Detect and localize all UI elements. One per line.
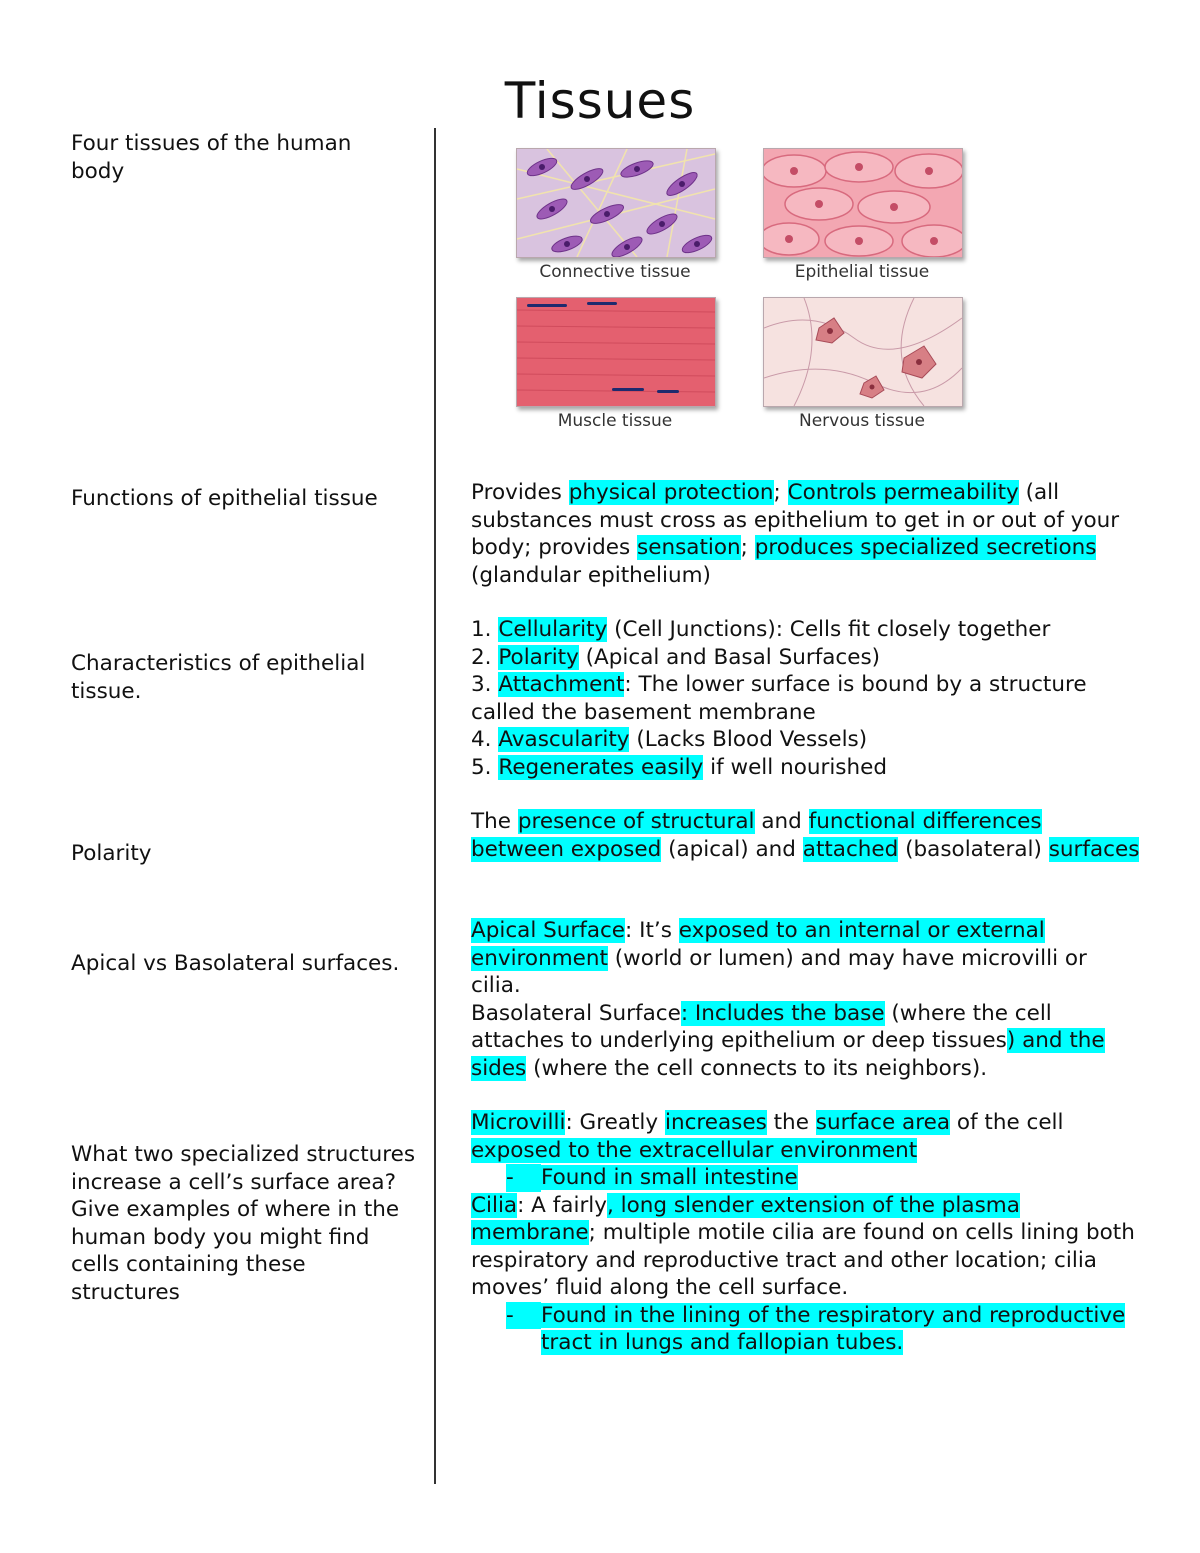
tissue-figure — [505, 135, 975, 445]
text: (apical) and — [661, 836, 803, 862]
answer-structures — [471, 1109, 1141, 1357]
highlight: presence of structural — [517, 809, 755, 834]
text: (all substances must cross as epithelium to get in or out of your body; provides — [471, 480, 1120, 560]
text: : A fairly — [517, 1192, 607, 1218]
highlight: surface area — [815, 1110, 950, 1135]
highlight: , long slender extension of the plasma membrane — [471, 1192, 1020, 1245]
text: : It’s — [625, 918, 679, 943]
text: of the cell — [950, 1110, 1064, 1135]
highlight: Found in small intestine — [541, 1165, 798, 1190]
text: : The lower surface is bound by a structure called the basement membrane — [471, 672, 1087, 725]
epithelial-tissue-image — [763, 148, 963, 258]
text: : Greatly — [565, 1110, 665, 1135]
highlight: produces specialized secretions — [754, 535, 1097, 560]
page-title: Tissues — [504, 72, 696, 130]
highlight: Microvilli — [471, 1110, 566, 1135]
answer-surfaces — [471, 917, 1141, 1082]
text: ; — [773, 480, 788, 505]
highlight: exposed to the extracellular environment — [471, 1137, 918, 1163]
bullet-dash: - — [506, 1164, 541, 1192]
highlight: sensation — [637, 535, 741, 560]
highlight: : Includes the base — [680, 1000, 885, 1026]
highlight: increases — [664, 1110, 767, 1135]
text: the — [766, 1110, 816, 1135]
text: if well nourished — [703, 754, 888, 780]
question-polarity: Polarity — [71, 841, 152, 866]
epithelial-tissue-caption: Epithelial tissue — [794, 262, 930, 282]
nervous-tissue-image — [763, 297, 963, 407]
connective-tissue-image — [516, 148, 716, 258]
text: and — [754, 809, 809, 834]
highlight: ) and the sides — [471, 1028, 1105, 1081]
text: (world or lumen) and may have microvilli or cilia. — [471, 945, 1087, 998]
item-number: 5. — [471, 754, 499, 780]
text: (Apical and Basal Surfaces) — [578, 644, 881, 670]
bullet-dash: - — [506, 1302, 541, 1330]
list-item — [471, 754, 1141, 782]
highlight: Avascularity — [498, 727, 630, 752]
item-number: 2. — [471, 644, 499, 670]
text: (Lacks Blood Vessels) — [629, 727, 868, 752]
question-characteristics: Characteristics of epithelial tissue. — [71, 651, 366, 704]
highlight: Cellularity — [498, 617, 608, 642]
highlight: surfaces — [1048, 836, 1140, 862]
text: (basolateral) — [898, 836, 1049, 862]
text: The — [471, 809, 518, 834]
text: (glandular epithelium) — [471, 562, 711, 588]
highlight: exposed to an internal or external environment — [471, 918, 1045, 971]
highlight: attached — [802, 836, 899, 862]
microvilli-paragraph — [471, 1109, 1141, 1164]
connective-tissue-caption: Connective tissue — [539, 262, 691, 282]
question-specialized-structures: What two specialized structures increase a cell’s surface area? Give examples of where in the human body you might find cells containing these structures — [71, 1142, 416, 1305]
question-surfaces: Apical vs Basolateral surfaces. — [71, 951, 400, 976]
question-functions: Functions of epithelial tissue — [71, 486, 378, 511]
question-four-tissues: Four tissues of the human body — [71, 131, 352, 184]
item-number: 3. — [471, 672, 499, 697]
text: (where the cell attaches to underlying epithelium or deep tissues — [471, 1000, 1052, 1053]
list-item — [471, 644, 1141, 672]
list-item — [471, 671, 1141, 726]
bullet-item — [471, 1302, 1141, 1357]
text: Provides — [471, 480, 569, 505]
answer-functions — [471, 479, 1141, 589]
highlight: physical protection — [568, 480, 774, 505]
apical-paragraph — [471, 917, 1141, 1000]
highlight: Polarity — [498, 644, 579, 670]
cilia-paragraph — [471, 1192, 1141, 1302]
text: (where the cell connects to its neighbors). — [526, 1055, 988, 1081]
highlight: Attachment — [498, 672, 625, 697]
text: ; — [740, 535, 755, 560]
answer-characteristics — [471, 616, 1141, 781]
highlight: Regenerates easily — [498, 754, 704, 780]
list-item — [471, 616, 1141, 644]
text: Basolateral Surface — [471, 1000, 681, 1026]
highlight: Apical Surface — [471, 918, 626, 943]
column-divider — [434, 128, 436, 1484]
highlight: Found in the lining of the respiratory and reproductive tract in lungs and fallopian tubes. — [541, 1302, 1126, 1355]
highlight: Controls permeability — [787, 480, 1019, 505]
nervous-tissue-caption: Nervous tissue — [799, 411, 925, 431]
item-number: 1. — [471, 617, 499, 642]
item-number: 4. — [471, 727, 499, 752]
basolateral-paragraph — [471, 1000, 1141, 1083]
highlight: Cilia — [471, 1192, 518, 1218]
highlight: functional differences between exposed — [471, 809, 1042, 862]
text: (Cell Junctions): Cells fit closely together — [607, 617, 1051, 642]
bullet-item — [471, 1164, 1141, 1192]
muscle-tissue-caption: Muscle tissue — [557, 411, 673, 431]
answer-polarity — [471, 808, 1141, 863]
text: ; multiple motile cilia are found on cells lining both respiratory and reproductive tract and other location; cilia moves’ fluid along the cell surface. — [471, 1220, 1135, 1300]
list-item — [471, 726, 1141, 754]
muscle-tissue-image — [516, 297, 716, 407]
